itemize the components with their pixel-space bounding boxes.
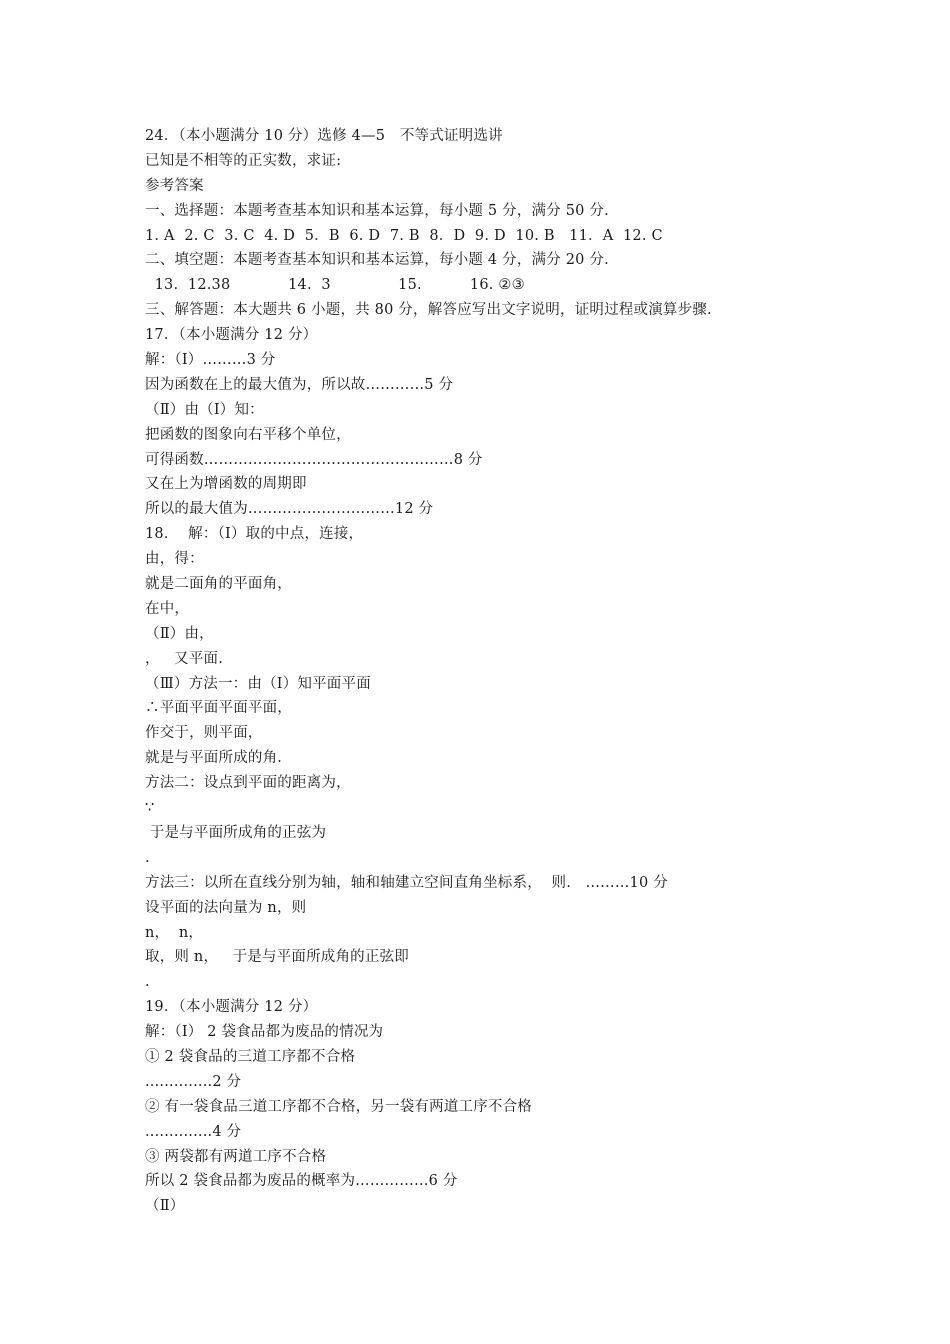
fill-blank-heading: 二、填空题：本题考查基本知识和基本运算，每小题 4 分，满分 20 分. <box>145 252 609 269</box>
document-page <box>145 124 845 1219</box>
problem-19-line: ..............4 分 <box>145 1123 242 1140</box>
problem-18-heading: 18． 解：（Ⅰ）取的中点，连接， <box>145 526 364 543</box>
problem-18-line: 就是二面角的平面角， <box>145 576 292 593</box>
problem-19-line: ② 有一袋食品三道工序都不合格，另一袋有两道工序不合格 <box>145 1098 533 1115</box>
problem-18-line: n， n， <box>145 924 204 941</box>
problem-19-line: ③ 两袋都有两道工序不合格 <box>145 1148 327 1165</box>
answer-key-heading: 参考答案 <box>145 177 204 194</box>
problem-18-line: （Ⅲ）方法一：由（Ⅰ）知平面平面 <box>145 675 371 692</box>
problem-18-line: 就是与平面所成的角. <box>145 750 283 767</box>
problem-17-line: 把函数的图象向右平移个单位， <box>145 426 351 443</box>
problem-17-line: 又在上为增函数的周期即 <box>145 476 307 493</box>
multiple-choice-heading: 一、选择题：本题考查基本知识和基本运算，每小题 5 分，满分 50 分. <box>145 202 609 219</box>
problem-18-line: ∴平面平面平面平面， <box>145 700 292 717</box>
solutions-heading: 三、解答题：本大题共 6 小题，共 80 分，解答应写出文字说明，证明过程或演算步骤. <box>145 302 712 319</box>
problem-18-line: 在中， <box>145 600 190 617</box>
problem-18-line: 设平面的法向量为 n，则 <box>145 899 307 916</box>
problem-17-line: 所以的最大值为…………………………12 分 <box>145 501 434 518</box>
problem-19-line: 所以 2 袋食品都为废品的概率为……………6 分 <box>145 1173 458 1190</box>
problem-19-heading: 19．（本小题满分 12 分） <box>145 999 318 1016</box>
problem-19-line: 解：（Ⅰ） 2 袋食品都为废品的情况为 <box>145 1024 384 1041</box>
problem-17-line: 因为函数在上的最大值为，所以故…………5 分 <box>145 376 454 393</box>
problem-18-line: 作交于，则平面， <box>145 725 263 742</box>
problem-24-heading: 24．（本小题满分 10 分）选修 4—5 不等式证明选讲 <box>145 128 503 144</box>
problem-17-line: （Ⅱ）由（Ⅰ）知： <box>145 401 264 418</box>
problem-18-line: 于是与平面所成角的正弦为 <box>145 824 327 841</box>
problem-19-line: ① 2 袋食品的三道工序都不合格 <box>145 1048 356 1065</box>
problem-18-line: 方法二：设点到平面的距离为， <box>145 775 351 792</box>
multiple-choice-answers: 1. A 2. C 3. C 4. D 5．B 6. D 7. B 8．D 9. D 10. B 11．A 12. C <box>145 227 663 244</box>
problem-18-line: . <box>145 849 150 866</box>
problem-18-line: 方法三：以所在直线分别为轴，轴和轴建立空间直角坐标系， 则. ………10 分 <box>145 874 668 891</box>
problem-19-line: （Ⅱ） <box>145 1198 185 1215</box>
problem-18-line: . <box>145 974 150 991</box>
problem-18-line: ∵ <box>145 800 155 817</box>
problem-17-line: 可得函数……………………………………………8 分 <box>145 451 483 468</box>
problem-24-statement: 已知是不相等的正实数，求证: <box>145 152 342 169</box>
problem-18-line: 由，得： <box>145 551 204 568</box>
problem-19-line: ..............2 分 <box>145 1073 242 1090</box>
problem-17-line: 解：（Ⅰ）………3 分 <box>145 352 276 369</box>
problem-18-line: 取，则 n， 于是与平面所成角的正弦即 <box>145 949 409 966</box>
problem-18-line: ， 又平面. <box>145 650 224 667</box>
problem-18-line: （Ⅱ）由， <box>145 625 214 642</box>
fill-blank-answers: 13. 12.38 14. 3 15. 16. ②③ <box>145 277 525 294</box>
problem-17-heading: 17．（本小题满分 12 分） <box>145 327 318 344</box>
